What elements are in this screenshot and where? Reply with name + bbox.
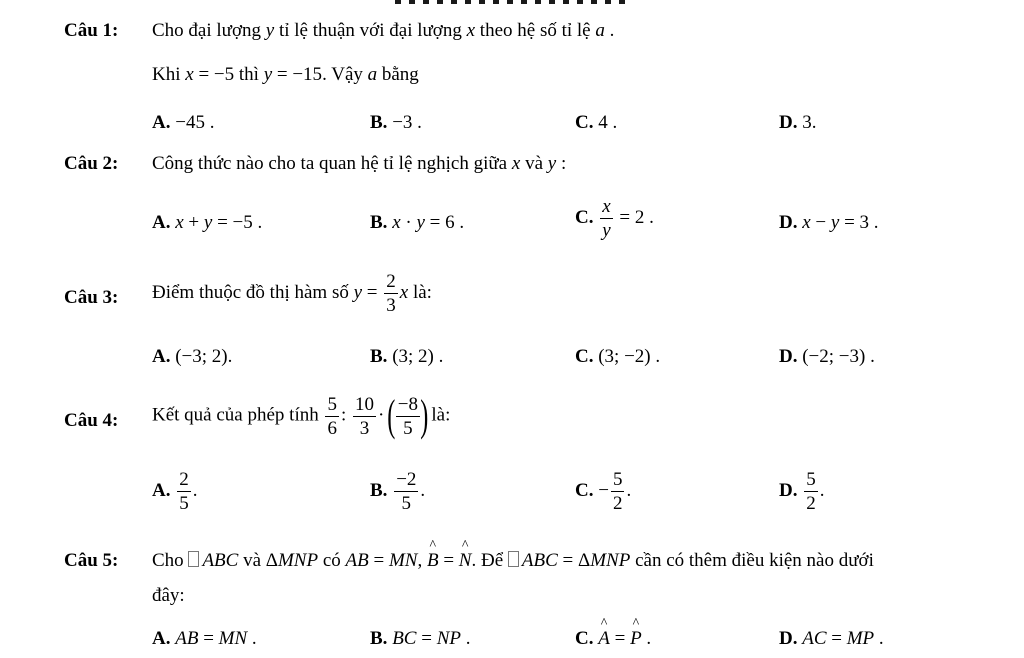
question-1-option-b[interactable]: B. −3 . [370, 112, 422, 133]
question-4-option-a[interactable]: A. $\frac{2}{5}$ . [152, 469, 198, 514]
question-3-option-c[interactable]: C. (3; −2) . [575, 346, 661, 367]
question-2-label: Câu 2: [64, 153, 119, 174]
question-2-option-d[interactable]: D. x − y = 3 . [779, 212, 879, 233]
triangle-symbol-placeholder [188, 551, 199, 567]
question-4-option-d[interactable]: D. $\frac{5}{2}$ . [779, 469, 825, 514]
fraction: $\frac{x}{y}$ [602, 196, 611, 241]
question-5-option-d[interactable]: D. AC = MP . [779, 628, 884, 649]
question-5-text-line-2: đây: [152, 585, 185, 606]
question-1-option-d[interactable]: D. 3. [779, 112, 817, 133]
question-4-label: Câu 4: [64, 410, 119, 431]
question-5-option-b[interactable]: B. BC = NP . [370, 628, 471, 649]
question-3-label: Câu 3: [64, 287, 119, 308]
question-5-option-c[interactable]: C. A ^ = P ^ . [575, 628, 651, 650]
left-parenthesis: ( [387, 391, 396, 440]
question-5-label: Câu 5: [64, 550, 119, 571]
fraction: $\frac{5}{2}$ [612, 469, 623, 514]
question-3-text: Điểm thuộc đồ thị hàm số y = $\frac{2}{3}$ x là: [152, 271, 432, 316]
fraction: $\frac{10}{3}$ [355, 393, 375, 439]
fraction: $\frac{5}{6}$ [327, 393, 337, 439]
triangle-symbol-placeholder [508, 551, 519, 567]
question-1-option-a[interactable]: A. −45 . [152, 112, 215, 133]
question-2-text: Công thức nào cho ta quan hệ tỉ lệ nghịch giữa x và y : [152, 153, 567, 174]
question-2-option-a[interactable]: A. x + y = −5 . [152, 212, 263, 233]
question-3-option-a[interactable]: A. (−3; 2). [152, 346, 233, 367]
fraction: $\frac{5}{2}$ [806, 469, 816, 514]
question-5-text: Cho ABC và ΔMNP có AB = MN, B ^ = N ^. Để ABC = ΔMNP cần có thêm điều kiện nào dưới [152, 550, 874, 572]
fraction: $\frac{-8}{5}$ [397, 393, 418, 439]
question-3-option-d[interactable]: D. (−2; −3) . [779, 346, 875, 367]
fraction: $\frac{-2}{5}$ [396, 469, 417, 514]
question-5-option-a[interactable]: A. AB = MN . [152, 628, 257, 649]
question-3-option-b[interactable]: B. (3; 2) . [370, 346, 444, 367]
question-1-text-line-2: Khi x = −5 thì y = −15. Vậy a bằng [152, 64, 419, 85]
question-2-option-b[interactable]: B. x · y = 6 . [370, 212, 465, 233]
fraction: $\frac{2}{3}$ [386, 271, 396, 316]
fraction: $\frac{2}{5}$ [179, 469, 189, 514]
question-4-option-c[interactable]: C. − $\frac{5}{2}$ . [575, 469, 632, 514]
question-2-option-c[interactable]: C. $\frac{x}{y}$ = 2 . [575, 196, 654, 241]
question-4-text: Kết quả của phép tính $\frac{5}{6}$ : $\frac{10}{3}$ · ( $\frac{-8}{5}$ ) là: [152, 391, 451, 440]
question-1-label: Câu 1: [64, 20, 119, 41]
top-cropped-text-fragment [395, 0, 625, 4]
question-4-option-b[interactable]: B. $\frac{-2}{5}$ . [370, 469, 426, 514]
question-1-option-c[interactable]: C. 4 . [575, 112, 618, 133]
question-1-text: Cho đại lượng y tỉ lệ thuận với đại lượng x theo hệ số tỉ lệ a . [152, 20, 615, 41]
right-parenthesis: ) [420, 391, 429, 440]
